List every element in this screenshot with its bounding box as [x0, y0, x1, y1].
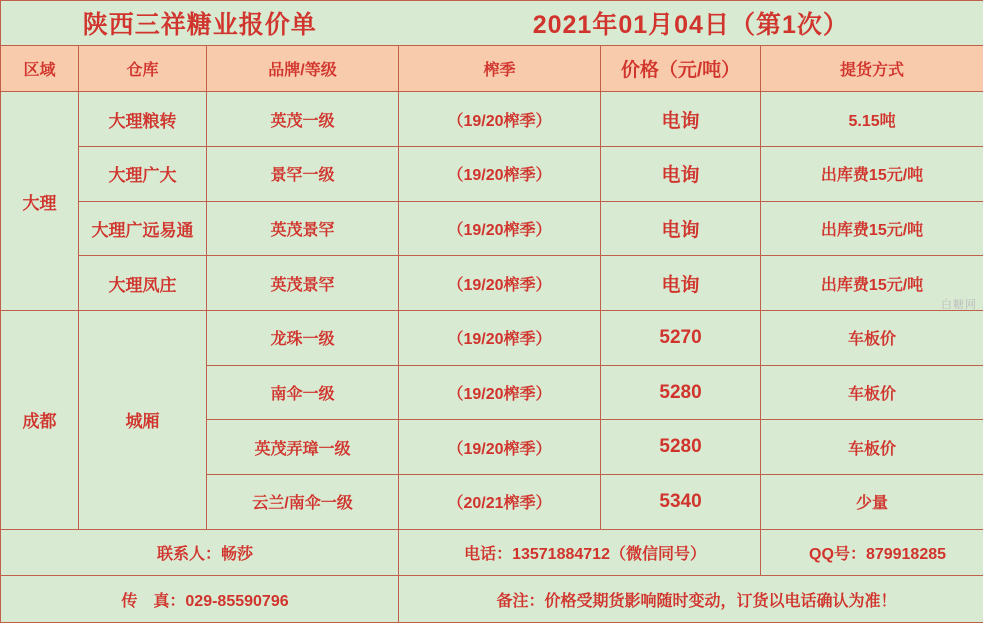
pickup-cell: 少量: [761, 475, 983, 530]
header-price: 价格（元/吨）: [601, 45, 761, 92]
price-cell: 电询: [601, 256, 761, 311]
contact-phone: 电话：13571884712（微信同号）: [399, 529, 761, 576]
pickup-cell: 出库费15元/吨: [761, 146, 983, 201]
brand-cell: 南伞一级: [207, 365, 399, 420]
price-cell: 5340: [601, 475, 761, 530]
table-row: [1, 256, 983, 311]
table-row: [1, 146, 983, 201]
brand-cell: 云兰/南伞一级: [207, 475, 399, 530]
pickup-cell: 车板价: [761, 310, 983, 365]
document-title-right: 2021年01月04日（第1次）: [399, 1, 983, 46]
price-cell: 电询: [601, 146, 761, 201]
pickup-cell: 出库费15元/吨: [761, 256, 983, 311]
pickup-cell: 5.15吨: [761, 92, 983, 147]
season-cell: （19/20榨季）: [399, 310, 601, 365]
table-row: [1, 310, 983, 365]
warehouse-chengxiang: 城厢: [79, 310, 207, 529]
warehouse-cell: 大理粮转: [79, 92, 207, 147]
header-pickup: 提货方式: [761, 45, 983, 92]
warehouse-cell: 大理广大: [79, 146, 207, 201]
season-cell: （19/20榨季）: [399, 92, 601, 147]
header-region: 区域: [1, 45, 79, 92]
remark-note: 备注：价格受期货影响随时变动，订货以电话确认为准！: [399, 576, 983, 623]
footer-row-contact: [1, 529, 983, 576]
region-chengdu: 成都: [1, 310, 79, 529]
footer-row-remark: [1, 576, 983, 623]
title-row: [1, 1, 983, 46]
pickup-cell: 车板价: [761, 365, 983, 420]
price-cell: 5270: [601, 310, 761, 365]
pickup-cell: 车板价: [761, 420, 983, 475]
document-title-left: 陕西三祥糖业报价单: [1, 1, 399, 46]
brand-cell: 英茂弄璋一级: [207, 420, 399, 475]
contact-qq: QQ号：879918285: [761, 529, 983, 576]
brand-cell: 英茂景罕: [207, 201, 399, 256]
season-cell: （19/20榨季）: [399, 201, 601, 256]
contact-person: 联系人：畅莎: [1, 529, 399, 576]
season-cell: （19/20榨季）: [399, 256, 601, 311]
brand-cell: 英茂一级: [207, 92, 399, 147]
table-row: [1, 201, 983, 256]
price-cell: 5280: [601, 365, 761, 420]
header-brand: 品牌/等级: [207, 45, 399, 92]
table-header-row: [1, 45, 983, 92]
contact-fax: 传 真：029-85590796: [1, 576, 399, 623]
table-row: [1, 92, 983, 147]
brand-cell: 龙珠一级: [207, 310, 399, 365]
season-cell: （19/20榨季）: [399, 365, 601, 420]
header-warehouse: 仓库: [79, 45, 207, 92]
warehouse-cell: 大理凤庄: [79, 256, 207, 311]
warehouse-cell: 大理广远易通: [79, 201, 207, 256]
region-dali: 大理: [1, 92, 79, 311]
pickup-cell: 出库费15元/吨: [761, 201, 983, 256]
season-cell: （19/20榨季）: [399, 420, 601, 475]
brand-cell: 英茂景罕: [207, 256, 399, 311]
season-cell: （20/21榨季）: [399, 475, 601, 530]
brand-cell: 景罕一级: [207, 146, 399, 201]
header-season: 榨季: [399, 45, 601, 92]
price-cell: 电询: [601, 201, 761, 256]
season-cell: （19/20榨季）: [399, 146, 601, 201]
watermark-label: 白糖网: [941, 299, 977, 311]
price-cell: 电询: [601, 92, 761, 147]
price-cell: 5280: [601, 420, 761, 475]
